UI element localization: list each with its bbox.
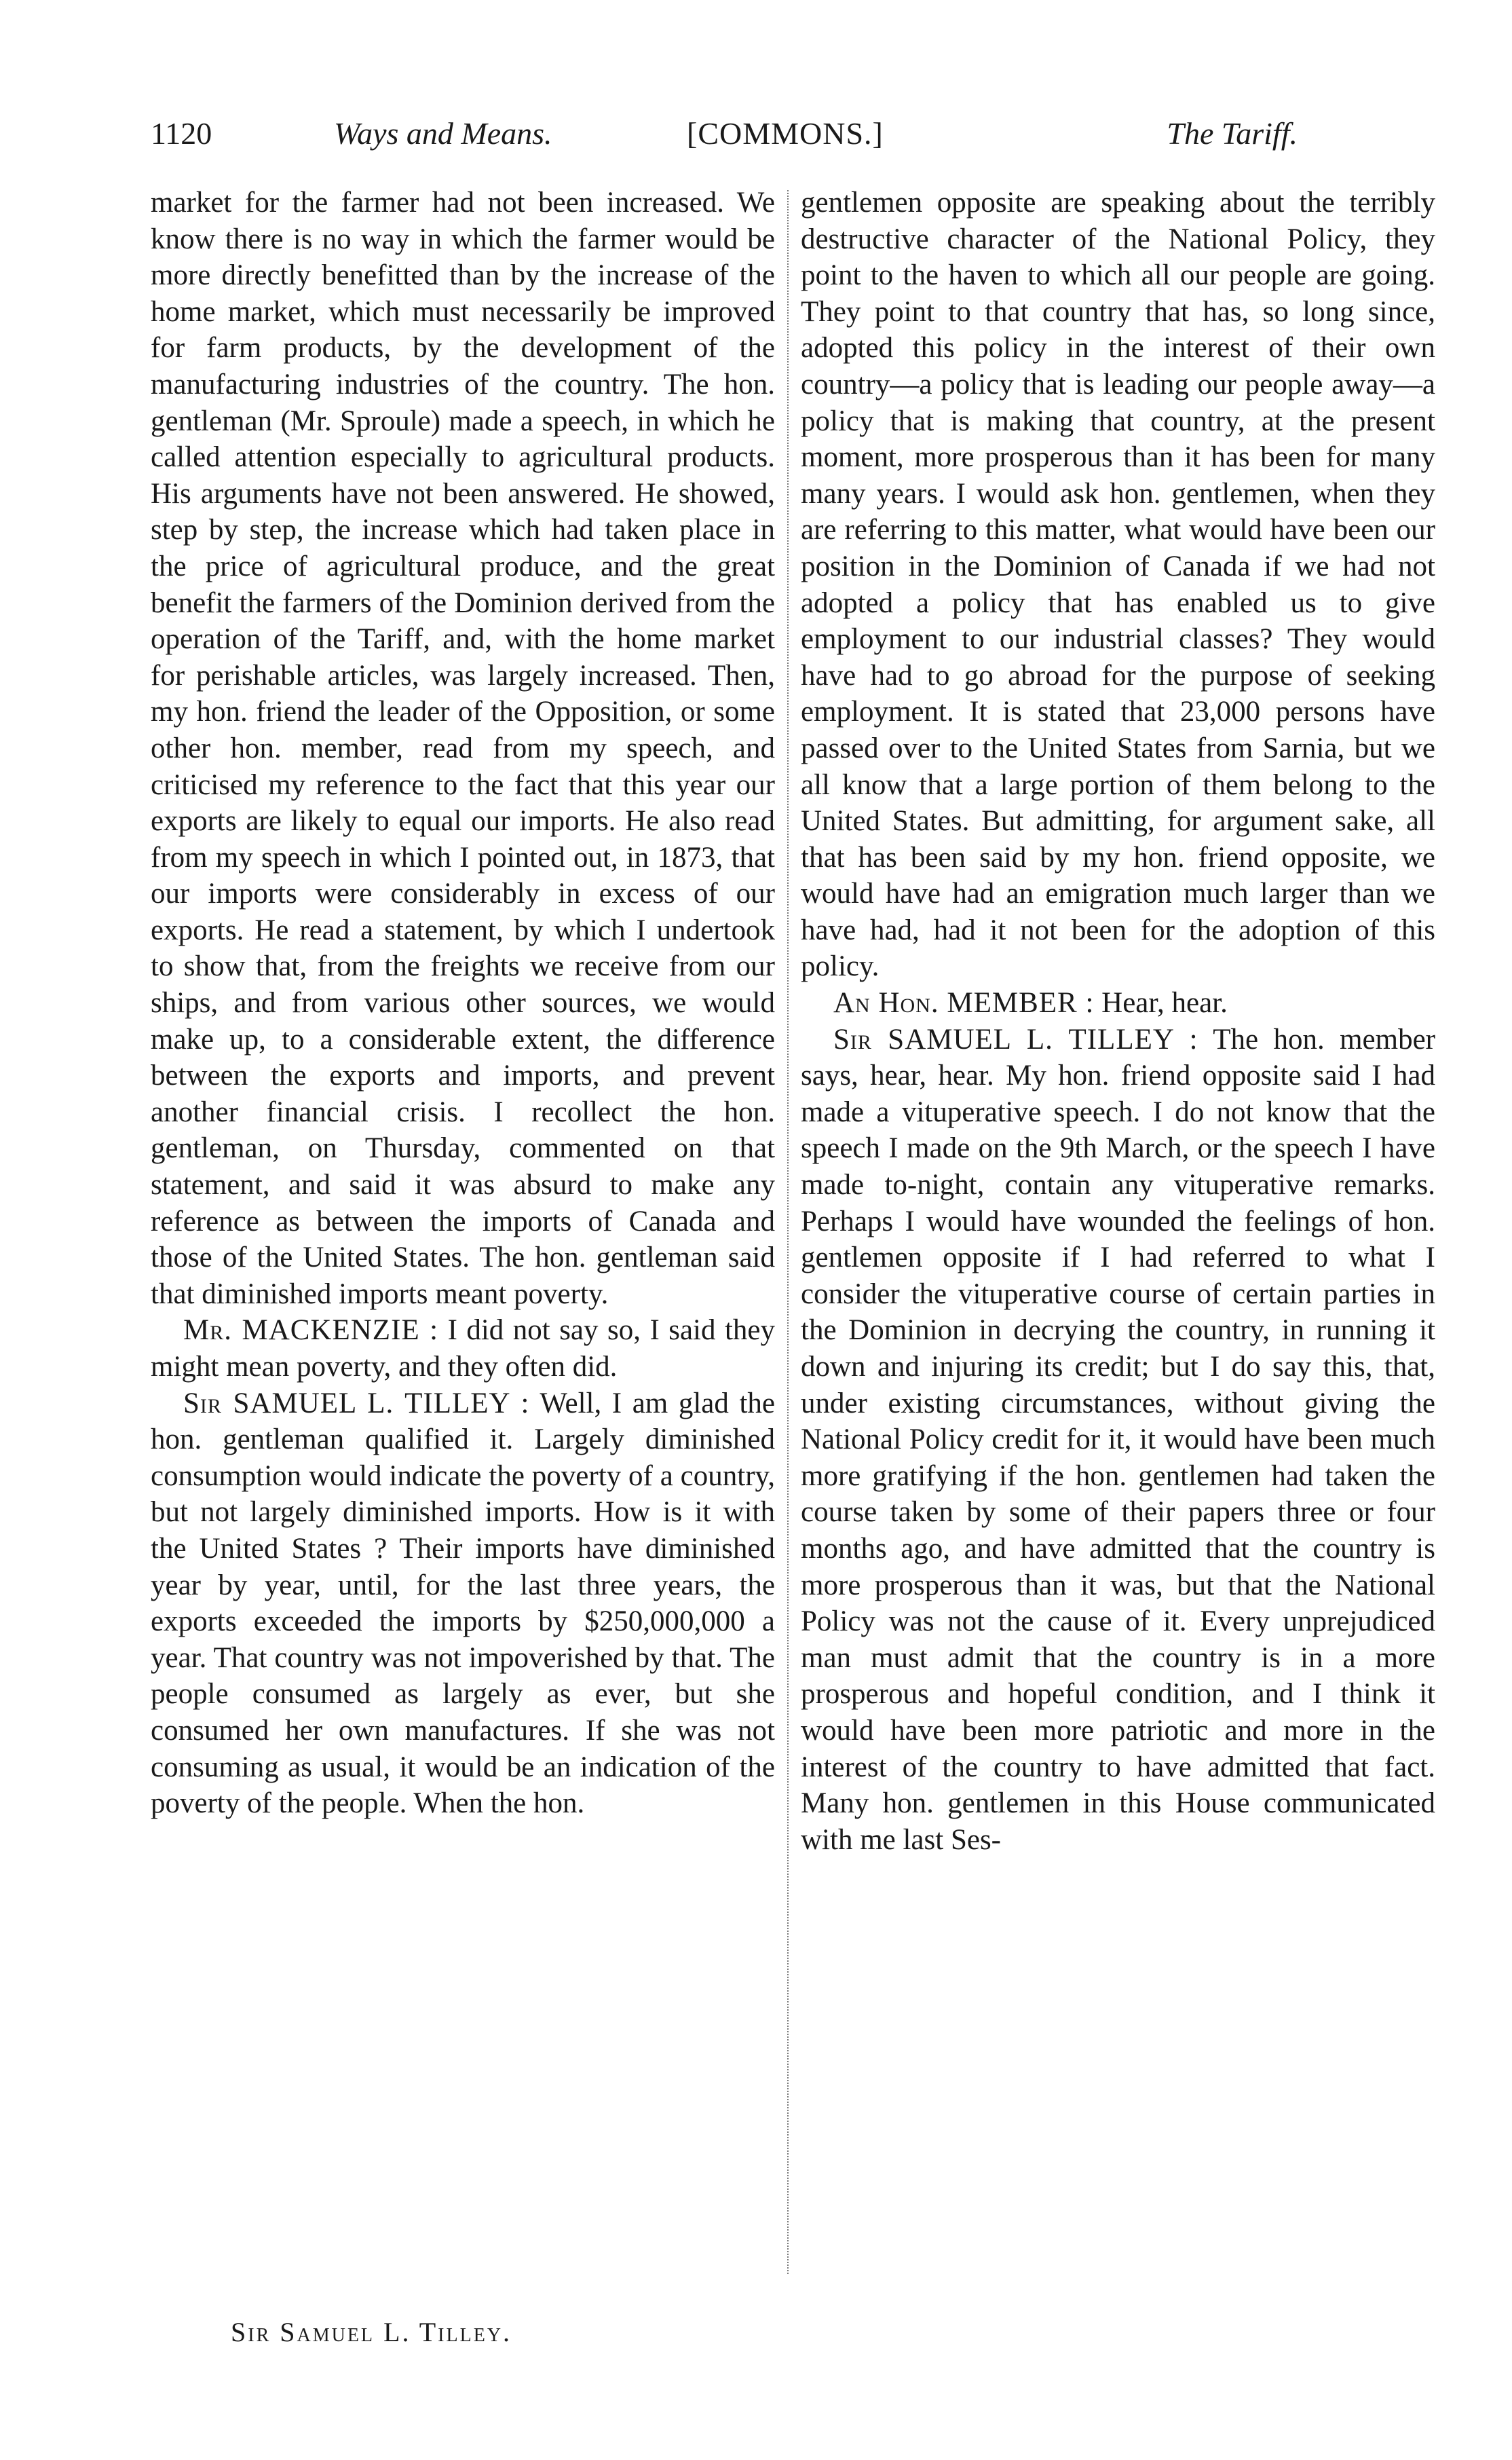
house-title: [COMMONS.] xyxy=(687,116,884,151)
right-paragraph-3 xyxy=(801,1022,1435,1859)
left-paragraph-2 xyxy=(151,1312,775,1385)
right-paragraph-2 xyxy=(801,985,1435,1022)
column-divider xyxy=(787,190,789,2274)
catchword: Sir Samuel L. Tilley. xyxy=(231,2317,512,2347)
subject-title: The Tariff. xyxy=(1167,116,1298,151)
left-column xyxy=(151,185,775,1822)
left-paragraph-3 xyxy=(151,1385,775,1822)
speaker-name: An Hon. MEMBER : xyxy=(833,987,1095,1020)
speech-text: I did not say so, I said they might mean poverty, and they often did. xyxy=(151,1314,775,1383)
speech-text: Hear, hear. xyxy=(1101,987,1228,1020)
page-number: 1120 xyxy=(151,116,212,151)
speaker-name: Sir SAMUEL L. TILLEY : xyxy=(183,1387,530,1419)
right-column xyxy=(801,185,1435,1858)
speaker-name: Mr. MACKENZIE : xyxy=(183,1314,439,1347)
section-title: Ways and Means. xyxy=(334,116,552,151)
speech-text: Well, I am glad the hon. gentleman qualified it. Largely diminished consumption would indicate the poverty of a country, but not largely diminished imports. How is it with the United States ? Their imports have diminished year by year, until, for the last three years, the exports exceeded the imports by $250,000,000 a year. That country was not impoverished by that. The people consumed as largely as ever, but she consumed her own manufactures. If she was not consuming as usual, it would be an indication of the poverty of the people. When the hon. xyxy=(151,1387,775,1820)
running-head xyxy=(151,115,1298,163)
speaker-name: Sir SAMUEL L. TILLEY : xyxy=(833,1023,1198,1056)
left-paragraph-1: market for the farmer had not been increased. We know there is no way in which the farmer would be more directly benefitted than by the increase of the home market, which must necessarily be improved for farm products, by the development of the manufacturing industries of the country. The hon. gentleman (Mr. Sproule) made a speech, in which he called attention especially to agricultural products. His arguments have not been answered. He showed, step by step, the increase which had taken place in the price of agricultural produce, and the great benefit the farmers of the Dominion derived from the operation of the Tariff, and, with the home market for perishable articles, was largely increased. Then, my hon. friend the leader of the Opposition, or some other hon. member, read from my speech, and criticised my reference to the fact that this year our exports are likely to equal our imports. He also read from my speech in which I pointed out, in 1873, that our imports were considerably in excess of our exports. He read a statement, by which I undertook to show that, from the freights we receive from our ships, and from various other sources, we would make up, to a considerable extent, the difference between the exports and imports, and prevent another financial crisis. I recollect the hon. gentleman, on Thursday, commented on that statement, and said it was absurd to make any reference as between the imports of Canada and those of the United States. The hon. gentleman said that diminished imports meant poverty. xyxy=(151,187,775,1310)
speech-text: The hon. member says, hear, hear. My hon. friend opposite said I had made a vituperative speech. I do not know that the speech I made on the 9th March, or the speech I have made to-night, contain any vituperative remarks. Perhaps I would have wounded the feelings of hon. gentlemen opposite if I had referred to what I consider the vituperative course of certain parties in the Dominion in decrying the country, in running it down and injuring its credit; but I do say this, that, under existing circumstances, without giving the National Policy credit for it, it would have been much more gratifying if the hon. gentlemen had taken the course taken by some of their papers three or four months ago, and have admitted that the country is more prosperous than it was, but that the National Policy was not the cause of it. Every unprejudiced man must admit that the country is in a more prosperous and hopeful condition, and I think it would have been more patriotic and more in the interest of the country to have admitted that fact. Many hon. gentlemen in this House communicated with me last Ses- xyxy=(801,1023,1435,1856)
right-paragraph-1: gentlemen opposite are speaking about the terribly destructive character of the National Policy, they point to the haven to which all our people are going. They point to that country that has, so long since, adopted this policy in the interest of their own country—a policy that is leading our people away—a policy that is making that country, at the present moment, more prosperous than it has been for many many years. I would ask hon. gentlemen, when they are referring to this matter, what would have been our position in the Dominion of Canada if we had not adopted a policy that has enabled us to give employment to our industrial classes? They would have had to go abroad for the purpose of seeking employment. It is stated that 23,000 persons have passed over to the United States from Sarnia, but we all know that a large portion of them belong to the United States. But admitting, for argument sake, all that has been said by my hon. friend opposite, we would have had an emigration much larger than we have had, had it not been for the adoption of this policy. xyxy=(801,187,1435,983)
